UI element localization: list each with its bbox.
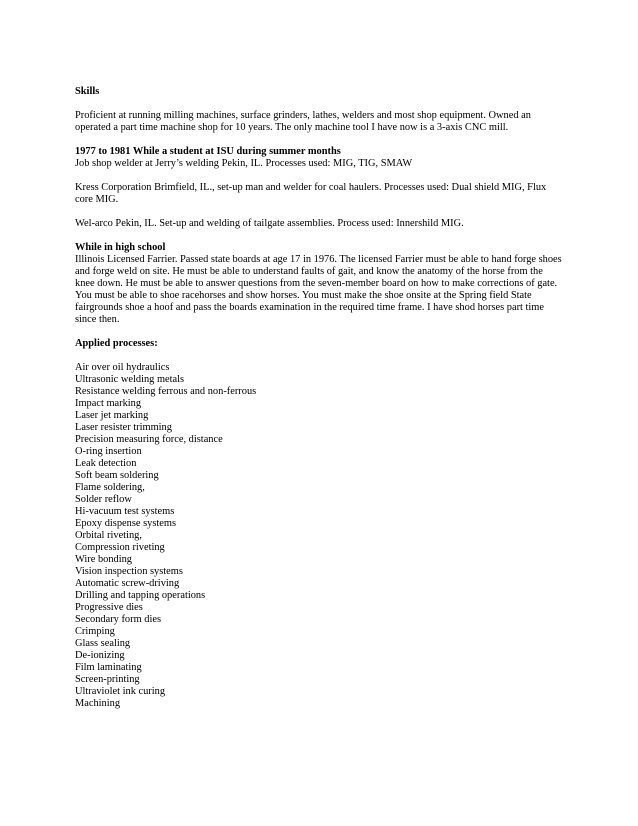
list-item: Orbital riveting, [75, 530, 142, 541]
isu-job-jerrys: Job shop welder at Jerry’s welding Pekin, IL. Processes used: MIG, TIG, SMAW [75, 158, 413, 169]
list-item: Ultrasonic welding metals [75, 374, 185, 385]
list-item: Film laminating [75, 662, 142, 673]
list-item: Epoxy dispense systems [75, 518, 177, 529]
list-item: Screen-printing [75, 674, 140, 685]
list-item: Flame soldering, [75, 482, 145, 493]
highschool-text: Illinois Licensed Farrier. Passed state boards at age 17 in 1976. The licensed Farrier must be able to hand forge shoes and forge weld on site. He must be able to understand faults of gait, and know the anatomy of the horse from the knee down. He must be able to answer questions from the seven-member board on how to make corrections of gate. You must be able to shoe racehorses and show horses. You must make the shoe onsite at the Spring field State fairgrounds shoe a hoof and pass the boards examination in the required time frame. I have shod horses part time since then. [75, 254, 562, 325]
skills-heading: Skills [75, 86, 100, 97]
list-item: Leak detection [75, 458, 137, 469]
list-item: Hi-vacuum test systems [75, 506, 175, 517]
list-item: Vision inspection systems [75, 566, 183, 577]
resume-page [75, 86, 565, 710]
list-item: Progressive dies [75, 602, 143, 613]
list-item: Laser jet marking [75, 410, 149, 421]
list-item: Automatic screw-driving [75, 578, 180, 589]
list-item: Compression riveting [75, 542, 165, 553]
list-item: Impact marking [75, 398, 142, 409]
highschool-heading: While in high school [75, 242, 166, 253]
list-item: Wire bonding [75, 554, 133, 565]
list-item: Ultraviolet ink curing [75, 686, 166, 697]
list-item: Drilling and tapping operations [75, 590, 206, 601]
list-item: De-ionizing [75, 650, 125, 661]
processes-list [75, 362, 565, 710]
list-item: O-ring insertion [75, 446, 142, 457]
list-item: Soft beam soldering [75, 470, 159, 481]
isu-job-kress: Kress Corporation Brimfield, IL., set-up man and welder for coal haulers. Processes used: Dual shield MIG, Flux core MIG. [75, 182, 547, 205]
processes-heading: Applied processes: [75, 338, 158, 349]
list-item: Crimping [75, 626, 115, 637]
list-item: Glass sealing [75, 638, 131, 649]
list-item: Resistance welding ferrous and non-ferrous [75, 386, 257, 397]
list-item: Air over oil hydraulics [75, 362, 170, 373]
list-item: Laser resister trimming [75, 422, 172, 433]
list-item: Solder reflow [75, 494, 132, 505]
list-item: Precision measuring force, distance [75, 434, 223, 445]
isu-heading: 1977 to 1981 While a student at ISU during summer months [75, 146, 341, 157]
skills-text: Proficient at running milling machines, surface grinders, lathes, welders and most shop equipment. Owned an operated a part time machine shop for 10 years. The only machine tool I have now is a 3-axis CNC mill. [75, 110, 531, 133]
list-item: Machining [75, 698, 121, 709]
isu-job-welarco: Wel-arco Pekin, IL. Set-up and welding of tailgate assemblies. Process used: Innershild MIG. [75, 218, 464, 229]
list-item: Secondary form dies [75, 614, 161, 625]
